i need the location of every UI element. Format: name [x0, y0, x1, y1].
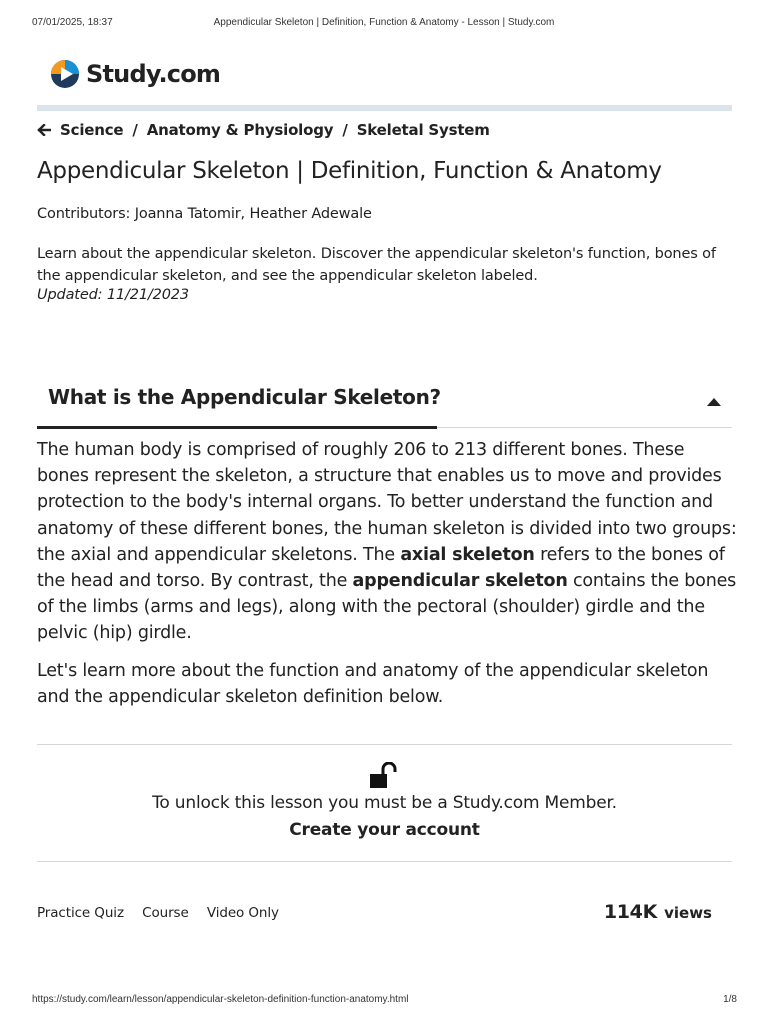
contributors: Contributors: Joanna Tatomir, Heather Adewale — [37, 206, 372, 222]
member-lock-box — [37, 744, 732, 862]
paragraph-1-text: The human body is comprised of roughly 206 to 213 different bones. These bones represent the skeleton, a structure that enables us to move and provides protection to the body's internal organs. To better understand the function and anatomy of these different bones, the human skeleton is divided into two groups: the axial and appendicular skeletons. The — [37, 440, 737, 565]
section-heading: What is the Appendicular Skeleton? — [48, 385, 441, 409]
practice-quiz-link[interactable]: Practice Quiz — [37, 905, 124, 921]
unlock-icon — [369, 762, 401, 790]
course-link[interactable]: Course — [142, 905, 189, 921]
print-url: https://study.com/learn/lesson/appendicular-skeleton-definition-function-anatomy.html — [32, 994, 409, 1005]
paragraph-1 — [37, 437, 737, 647]
section-underline — [37, 426, 437, 429]
study-logo[interactable] — [50, 58, 220, 90]
section-accordion-header[interactable] — [37, 384, 732, 428]
header-divider — [37, 105, 732, 111]
breadcrumb-separator: / — [342, 121, 348, 139]
resource-links — [37, 905, 293, 921]
video-only-link[interactable]: Video Only — [206, 905, 279, 921]
term-axial-skeleton: axial skeleton — [400, 544, 535, 565]
print-page-title: Appendicular Skeleton | Definition, Function & Anatomy - Lesson | Study.com — [213, 17, 555, 28]
paragraph-2: Let's learn more about the function and anatomy of the appendicular skeleton and the appendicular skeleton definition below. — [37, 661, 709, 708]
caret-up-icon[interactable] — [706, 397, 722, 407]
page-title: Appendicular Skeleton | Definition, Function & Anatomy — [37, 158, 662, 184]
play-logo-icon — [50, 59, 80, 89]
print-timestamp: 07/01/2025, 18:37 — [32, 17, 113, 28]
print-header — [0, 0, 768, 40]
lesson-summary: Learn about the appendicular skeleton. Discover the appendicular skeleton's function, bones of the appendicular skeleton, and see the appendicular skeleton labeled. — [37, 246, 716, 284]
create-account-link[interactable]: Create your account — [289, 820, 480, 840]
updated-date: Updated: 11/21/2023 — [37, 287, 189, 303]
print-footer — [0, 994, 768, 1008]
breadcrumb-skeletal-system[interactable]: Skeletal System — [356, 121, 490, 139]
view-count-number: 114K — [603, 901, 658, 923]
view-count-label: views — [664, 904, 712, 922]
print-page-number: 1/8 — [723, 994, 737, 1005]
paragraph-1-text: refers to the bones of the head and torso. By contrast, the — [37, 544, 725, 592]
breadcrumb-science[interactable]: Science — [60, 121, 124, 139]
breadcrumb-anatomy-physiology[interactable]: Anatomy & Physiology — [146, 121, 334, 139]
view-count — [604, 901, 712, 923]
paragraph-1-text: contains the bones of the limbs (arms and legs), along with the pectoral (shoulder) girdle and the pelvic (hip) girdle. — [37, 571, 737, 644]
term-appendicular-skeleton: appendicular skeleton — [352, 571, 568, 592]
breadcrumb — [37, 121, 490, 139]
unlock-message: To unlock this lesson you must be a Study.com Member. — [152, 793, 617, 813]
arrow-left-icon[interactable] — [37, 124, 51, 136]
logo-wordmark: Study.com — [86, 60, 221, 88]
breadcrumb-separator: / — [132, 121, 138, 139]
